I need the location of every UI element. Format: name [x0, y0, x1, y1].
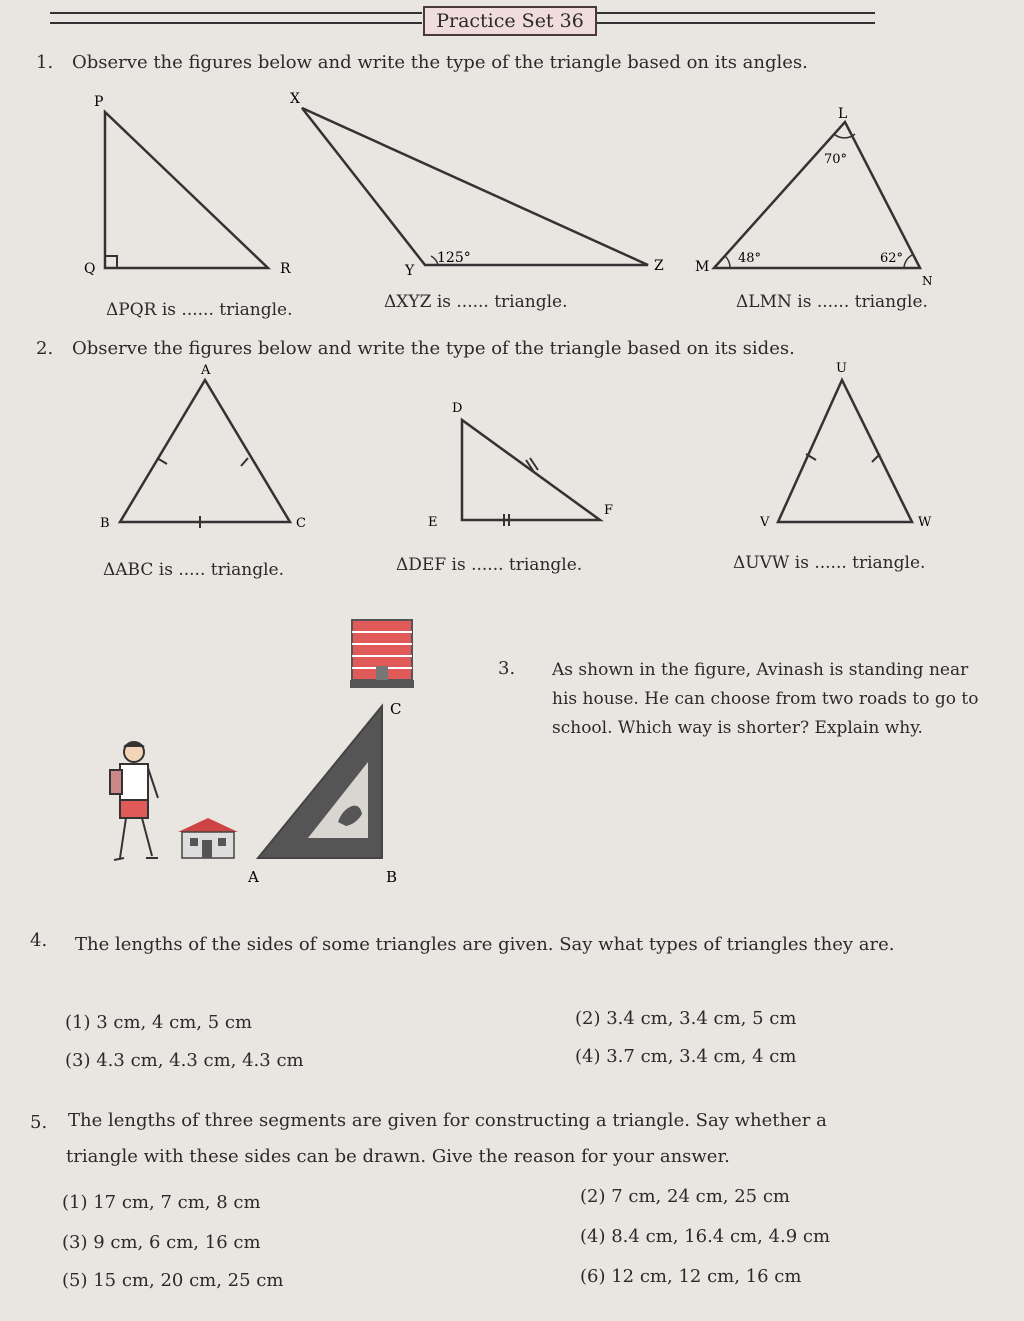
- label-a-house: A: [248, 868, 259, 886]
- angle-arc-m: [725, 256, 730, 268]
- q5-number: 5.: [30, 1112, 48, 1133]
- triangle-xyz: [302, 108, 648, 265]
- label-f: F: [604, 503, 614, 518]
- q3-illustration: [90, 610, 450, 900]
- angle-arc-n: [904, 255, 912, 268]
- q3-text: As shown in the figure, Avinash is standing near his house. He can choose from two roads to go to school. Which way is shorter? Explain why.: [552, 660, 979, 738]
- triangle-abc: [120, 380, 290, 522]
- q3-number: 3.: [498, 658, 516, 679]
- right-angle-mark: [105, 256, 117, 268]
- tick-ab: [157, 458, 167, 464]
- label-r: R: [280, 261, 291, 277]
- q2-caption-abc: ΔABC is ..... triangle.: [103, 560, 285, 580]
- boy-icon: [110, 742, 158, 860]
- triangle-pqr: [105, 112, 268, 268]
- label-c-school: C: [390, 700, 402, 718]
- q4-option-1: (1) 3 cm, 4 cm, 5 cm: [65, 1012, 253, 1033]
- q5-option-5: (5) 15 cm, 20 cm, 25 cm: [62, 1270, 284, 1291]
- label-b: B: [100, 516, 110, 531]
- q2-text: Observe the figures below and write the type of the triangle based on its sides.: [72, 338, 795, 359]
- q5-text-line2: triangle with these sides can be drawn. Give the reason for your answer.: [66, 1146, 730, 1167]
- label-c: C: [296, 516, 306, 531]
- q2-caption-def: ΔDEF is ...... triangle.: [396, 555, 583, 575]
- q1-number: 1.: [36, 52, 54, 73]
- triangle-lmn: [714, 122, 920, 268]
- tick-ac: [241, 458, 248, 466]
- label-e: E: [428, 515, 438, 530]
- q1-text: Observe the figures below and write the type of the triangle based on its angles.: [72, 52, 808, 73]
- label-l: L: [838, 106, 848, 122]
- triangle-uvw: [778, 380, 912, 522]
- angle-y-value: 125°: [437, 250, 471, 266]
- q4-text: The lengths of the sides of some triangles are given. Say what types of triangles they are.: [75, 934, 895, 955]
- q5-option-2: (2) 7 cm, 24 cm, 25 cm: [580, 1186, 790, 1207]
- label-v: V: [760, 515, 770, 530]
- angle-l-value: 70°: [824, 152, 848, 167]
- label-n: N: [922, 274, 933, 288]
- angle-n-value: 62°: [880, 251, 904, 266]
- triangle-def: [462, 420, 600, 520]
- q1-caption-pqr: ΔPQR is ...... triangle.: [106, 300, 293, 320]
- q5-option-4: (4) 8.4 cm, 16.4 cm, 4.9 cm: [580, 1226, 831, 1247]
- label-w: W: [918, 515, 932, 530]
- label-p: P: [94, 94, 104, 110]
- page-title: Practice Set 36: [423, 6, 597, 36]
- label-u: U: [836, 361, 847, 376]
- q2-number: 2.: [36, 338, 54, 359]
- label-b-corner: B: [386, 868, 398, 886]
- q1-figures: [0, 0, 1024, 320]
- school-icon: [350, 620, 414, 688]
- label-q: Q: [84, 261, 96, 277]
- q5-text-line1: The lengths of three segments are given for constructing a triangle. Say whether a: [68, 1110, 827, 1131]
- q4-option-4: (4) 3.7 cm, 3.4 cm, 4 cm: [575, 1046, 797, 1067]
- label-m: M: [695, 259, 710, 275]
- label-z: Z: [654, 258, 664, 274]
- q5-option-1: (1) 17 cm, 7 cm, 8 cm: [62, 1192, 261, 1213]
- q5-option-3: (3) 9 cm, 6 cm, 16 cm: [62, 1232, 261, 1253]
- q5-option-6: (6) 12 cm, 12 cm, 16 cm: [580, 1266, 802, 1287]
- label-d: D: [452, 401, 463, 416]
- q2-caption-uvw: ΔUVW is ...... triangle.: [733, 553, 926, 573]
- label-x: X: [290, 91, 300, 107]
- q1-caption-lmn: ΔLMN is ...... triangle.: [736, 292, 928, 312]
- q1-caption-xyz: ΔXYZ is ...... triangle.: [384, 292, 568, 312]
- house-icon: [178, 818, 238, 858]
- angle-m-value: 48°: [738, 251, 762, 266]
- tick-uw: [872, 454, 880, 462]
- label-a: A: [201, 363, 211, 378]
- q4-option-3: (3) 4.3 cm, 4.3 cm, 4.3 cm: [65, 1050, 304, 1071]
- q4-option-2: (2) 3.4 cm, 3.4 cm, 5 cm: [575, 1008, 797, 1029]
- q4-number: 4.: [30, 930, 48, 951]
- label-y: Y: [405, 263, 415, 279]
- q2-figures: [0, 340, 1024, 540]
